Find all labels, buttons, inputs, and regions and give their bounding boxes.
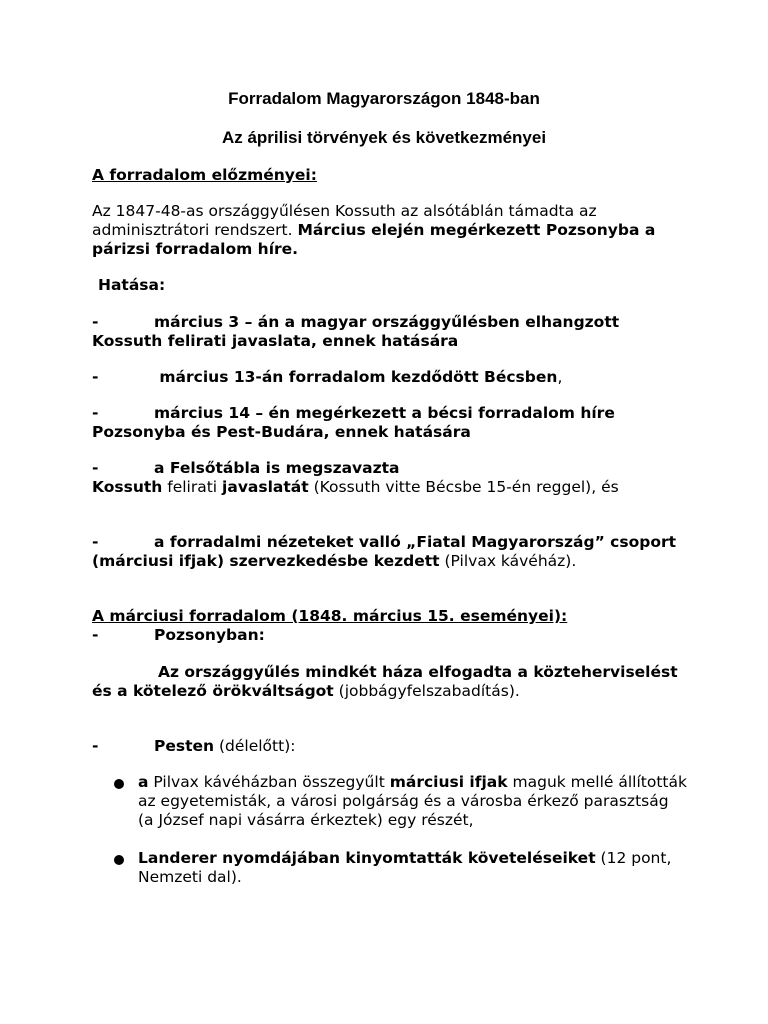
document-title: Forradalom Magyarországon 1848-ban [228,89,540,108]
bullet-icon [114,855,124,865]
list-item-upper-house: - a Felsőtábla is megszavazta Kossuth felirati javaslatát (Kossuth vitte Bécsbe 15-én reggel), és [92,459,619,496]
list-item-march3: - március 3 – án a magyar országgyűlésben elhangzott Kossuth felirati javaslata, ennek hatására [92,313,620,350]
section-heading-revolution: A márciusi forradalom (1848. március 15. eseményei): [92,607,568,625]
section-heading-prerequisites: A forradalom előzményei: [92,166,317,184]
bullet-icon [114,779,124,789]
list-item-young-hungary: - a forradalmi nézeteket valló „Fiatal Magyarország” csoport (márciusi ifjak) szervezkedésbe kezdett (Pilvax kávéház). [92,533,677,570]
paragraph-parliament: Az országgyűlés mindkét háza elfogadta a közteherviselést és a kötelező örökváltságot (jobbágyfelszabadítás). [92,663,678,700]
list-item-pesten: - Pesten (délelőtt): [92,737,296,755]
list-item-pozsony: - Pozsonyban: [92,626,265,644]
paragraph-intro: Az 1847-48-as országgyűlésen Kossuth az alsótáblán támadta az adminisztrátori rendszert. Március elején megérkezett Pozsonyba a párizsi forradalom híre. [92,202,656,258]
bullet-item-landerer: Landerer nyomdájában kinyomtatták követeléseiket (12 pont, Nemzeti dal). [138,849,672,886]
bullet-item-pilvax: a Pilvax kávéházban összegyűlt márciusi ifjak maguk mellé állították az egyetemisták, a városi polgárság és a városba érkező parasztság (a József napi vásárra érkeztek) egy részét, [138,773,687,829]
list-item-march14: - március 14 – én megérkezett a bécsi forradalom híre Pozsonyba és Pest-Budára, ennek hatására [92,404,615,441]
label-hatasa: Hatása: [98,276,166,294]
document-subtitle: Az áprilisi törvények és következményei [221,128,547,147]
list-item-march13: - március 13-án forradalom kezdődött Bécsben, [92,368,563,386]
